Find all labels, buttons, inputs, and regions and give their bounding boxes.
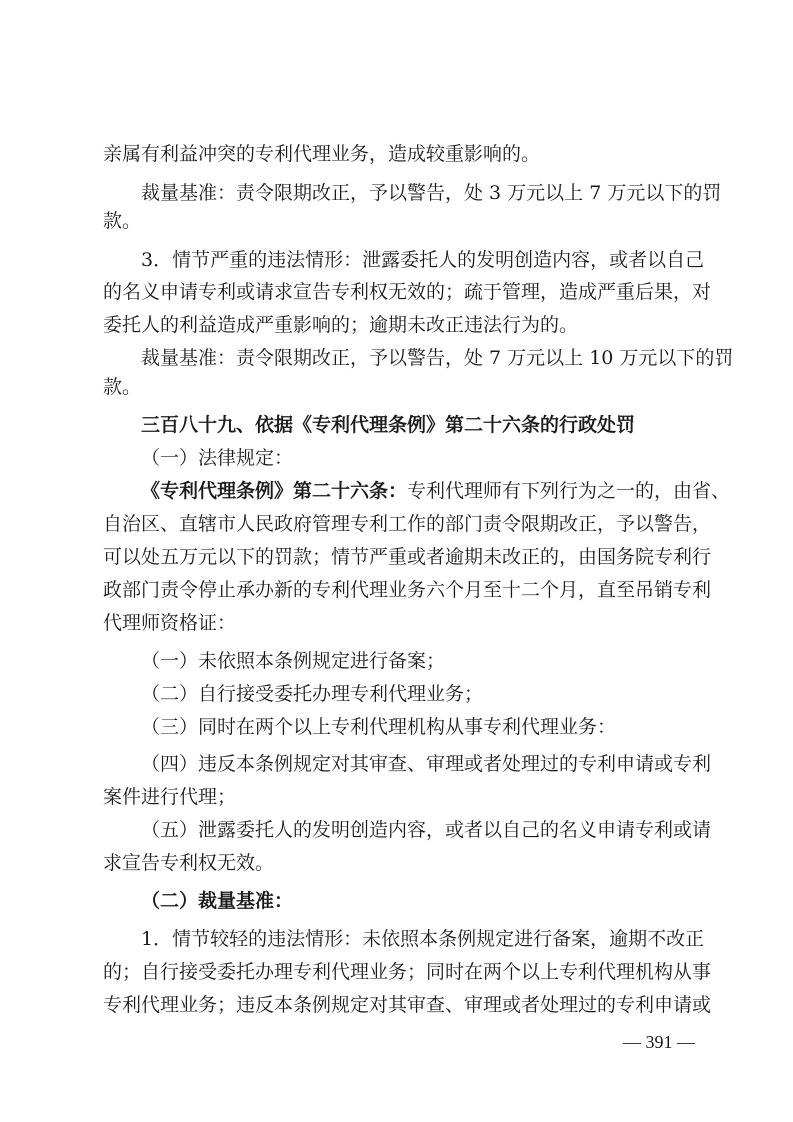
text-line: 亲属有利益冲突的专利代理业务，造成较重影响的。: [103, 143, 541, 165]
list-item: （三）同时在两个以上专利代理机构从事专利代理业务：: [141, 716, 617, 738]
text-line: 款。: [103, 210, 142, 232]
article-line: [141, 479, 731, 503]
text-line: 案件进行代理；: [103, 786, 237, 808]
text-line: 裁量基准：责令限期改正，予以警告，处 3 万元以上 7 万元以下的罚: [141, 182, 722, 204]
text-line: 代理师资格证：: [103, 612, 237, 634]
list-item: （五）泄露委托人的发明创造内容，或者以自己的名义申请专利或请: [141, 819, 712, 841]
text-line: 裁量基准：责令限期改正，予以警告，处 7 万元以上 10 万元以下的罚: [141, 347, 734, 369]
text-line: 的名义申请专利或请求宣告专利权无效的；疏于管理，造成严重后果，对: [103, 281, 712, 303]
text-line: 可以处五万元以下的罚款；情节严重或者逾期未改正的，由国务院专利行: [103, 546, 712, 568]
article-text: 专利代理师有下列行为之一的，由省、: [407, 480, 731, 502]
subsection-heading: （一）法律规定：: [141, 447, 294, 469]
list-item: （二）自行接受委托办理专利代理业务；: [141, 683, 484, 705]
text-line: 委托人的利益造成严重影响的；逾期未改正违法行为的。: [103, 314, 579, 336]
list-item: （四）违反本条例规定对其审查、审理或者处理过的专利申请或专利: [141, 753, 712, 775]
page-number: — 391 —: [623, 1032, 695, 1052]
text-line: 的；自行接受委托办理专利代理业务；同时在两个以上专利代理机构从事: [103, 961, 712, 983]
text-line: 专利代理业务；违反本条例规定对其审查、审理或者处理过的专利申请或: [103, 994, 712, 1016]
text-line: 自治区、直辖市人民政府管理专利工作的部门责令限期改正，予以警告，: [103, 513, 712, 535]
article-lead: 《专利代理条例》第二十六条：: [141, 480, 408, 502]
text-line: 求宣告专利权无效。: [103, 852, 275, 874]
text-line: 政部门责令停止承办新的专利代理业务六个月至十二个月，直至吊销专利: [103, 579, 712, 601]
text-line: 1．情节较轻的违法情形：未依照本条例规定进行备案，逾期不改正: [141, 928, 705, 950]
subsection-heading: （二）裁量基准：: [141, 890, 294, 912]
text-line: 款。: [103, 376, 142, 398]
section-heading: 三百八十九、依据《专利代理条例》第二十六条的行政处罚: [141, 414, 636, 436]
text-line: 3．情节严重的违法情形：泄露委托人的发明创造内容，或者以自己: [141, 249, 705, 271]
list-item: （一）未依照本条例规定进行备案；: [141, 650, 446, 672]
